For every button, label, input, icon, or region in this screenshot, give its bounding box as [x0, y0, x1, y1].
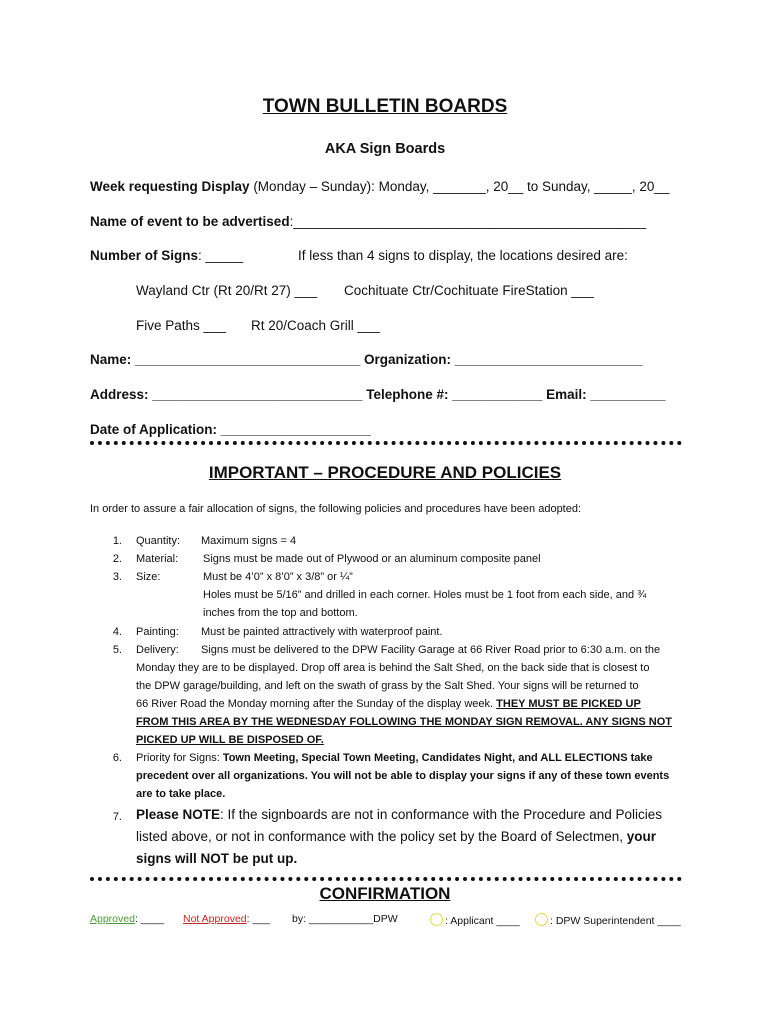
list-item-text: Maximum signs = 4: [201, 535, 297, 547]
list-item-text-segment: listed above, or not in conformance with the policy set by the Board of Selectmen,: [136, 829, 627, 844]
name-field[interactable]: ______________________________: [135, 352, 361, 367]
location-rt20-coach-grill[interactable]: Rt 20/Coach Grill ___: [251, 318, 381, 333]
cc-dpw-group: [535, 913, 681, 927]
name-label: Name:: [90, 352, 136, 367]
cc-circle-icon: [430, 913, 443, 926]
priority-events: Town Meeting, Special Town Meeting, Candidates Night, and ALL ELECTIONS take: [222, 752, 653, 764]
week-request-label: Week requesting Display: [90, 179, 250, 194]
date-of-application-field[interactable]: ____________________: [220, 422, 371, 437]
list-item-number: 7.: [112, 811, 122, 823]
address-phone-email-row: [90, 387, 666, 402]
section-divider: [90, 877, 682, 881]
please-note-label: Please NOTE: [136, 807, 221, 822]
locations-instruction: If less than 4 signs to display, the locations desired are:: [298, 248, 628, 263]
address-label: Address:: [90, 387, 153, 402]
cc-circle-icon: [535, 913, 548, 926]
list-item-label: Delivery:: [136, 644, 179, 656]
approved-by-field[interactable]: by: ___________DPW: [292, 913, 398, 925]
not-approved-group: [183, 913, 270, 925]
confirmation-row: [90, 913, 164, 925]
policies-heading: IMPORTANT – PROCEDURE AND POLICIES: [208, 463, 562, 482]
list-item-label: Size:: [136, 571, 161, 583]
list-item-text-bold: your: [626, 829, 657, 844]
list-item-text: the DPW garage/building, and left on the swath of grass by the Salt Shed. Your signs will be returned to: [136, 680, 639, 692]
list-item-number: 1.: [112, 535, 122, 547]
approved-label[interactable]: Approved: [90, 913, 135, 925]
list-item-number: 5.: [112, 644, 122, 656]
list-item-text-segment: 66 River Road the Monday morning after the Sunday of the display week.: [136, 698, 497, 710]
list-item-text-segment: : If the signboards are not in conformance with the Procedure and Policies: [220, 807, 663, 822]
pickup-warning: PICKED UP WILL BE DISPOSED OF.: [136, 734, 324, 746]
section-divider: [90, 441, 682, 445]
list-item-text: Signs must be made out of Plywood or an aluminum composite panel: [203, 553, 541, 565]
document-title: TOWN BULLETIN BOARDS: [262, 96, 508, 117]
list-item-number: 6.: [112, 752, 122, 764]
list-item-text: are to take place.: [136, 788, 226, 800]
list-item-label: Priority for Signs:: [136, 752, 223, 764]
date-of-application-row: [90, 422, 371, 437]
location-wayland-ctr[interactable]: Wayland Ctr (Rt 20/Rt 27) ___: [136, 283, 318, 298]
date-of-application-label: Date of Application:: [90, 422, 221, 437]
not-approved-label[interactable]: Not Approved: [183, 913, 247, 925]
event-name-label: Name of event to be advertised: [90, 214, 290, 229]
list-item-number: 4.: [112, 626, 122, 638]
list-item-text: inches from the top and bottom.: [203, 607, 358, 619]
telephone-label: Telephone #:: [362, 387, 453, 402]
list-item-text: Signs must be delivered to the DPW Facility Garage at 66 River Road prior to 6:30 a.m. on the: [201, 644, 661, 656]
confirmation-heading: CONFIRMATION: [319, 884, 451, 903]
list-item-text: [136, 698, 641, 710]
list-item-text: Must be 4’0” x 8’0” x 3/8” or ¼”: [203, 571, 353, 583]
location-five-paths[interactable]: Five Paths ___: [136, 318, 227, 333]
telephone-field[interactable]: ____________: [452, 387, 543, 402]
document-subtitle: AKA Sign Boards: [324, 141, 446, 157]
list-item-text: Holes must be 5/16” and drilled in each corner. Holes must be 1 foot from each side, and ¾: [203, 589, 647, 601]
not-approved-field[interactable]: : ___: [246, 913, 270, 925]
number-of-signs-label: Number of Signs: [90, 248, 199, 263]
list-item-text: [136, 829, 656, 844]
address-field[interactable]: ____________________________: [152, 387, 363, 402]
pickup-warning: THEY MUST BE PICKED UP: [496, 698, 641, 710]
location-cochituate-ctr[interactable]: Cochituate Ctr/Cochituate FireStation ___: [344, 283, 594, 298]
list-item-text: [136, 807, 662, 822]
email-label: Email:: [542, 387, 591, 402]
list-item-label: Material:: [136, 553, 179, 565]
organization-field[interactable]: _________________________: [454, 352, 643, 367]
list-item-label: Painting:: [136, 626, 179, 638]
cc-applicant-field[interactable]: : Applicant ____: [445, 915, 520, 927]
list-item-number: 3.: [112, 571, 122, 583]
pickup-warning: FROM THIS AREA BY THE WEDNESDAY FOLLOWING THE MONDAY SIGN REMOVAL. ANY SIGNS NOT: [136, 716, 672, 728]
number-of-signs-field[interactable]: : _____: [198, 248, 244, 263]
cc-dpw-superintendent-field[interactable]: : DPW Superintendent ____: [550, 915, 681, 927]
list-item-text: [136, 752, 653, 764]
list-item-text: precedent over all organizations. You will not be able to display your signs if any of these town events: [136, 770, 670, 782]
approved-field[interactable]: : ____: [134, 913, 165, 925]
week-request-row: [90, 179, 669, 194]
list-item-number: 2.: [112, 553, 122, 565]
list-item-text: Monday they are to be displayed. Drop off area is behind the Salt Shed, on the back side that is closest to: [136, 662, 650, 674]
list-item-label: Quantity:: [136, 535, 181, 547]
week-request-field[interactable]: (Monday – Sunday): Monday, _______, 20__ to Sunday, _____, 20__: [249, 179, 670, 194]
email-field[interactable]: __________: [590, 387, 666, 402]
list-item-text: signs will NOT be put up.: [136, 851, 298, 866]
event-name-row: [90, 214, 646, 229]
cc-applicant-group: [430, 913, 520, 927]
organization-label: Organization:: [360, 352, 455, 367]
number-of-signs-row: [90, 248, 243, 263]
name-org-row: [90, 352, 642, 367]
policies-intro: In order to assure a fair allocation of signs, the following policies and procedures have been adopted:: [90, 503, 582, 515]
list-item-text: Must be painted attractively with waterproof paint.: [201, 626, 443, 638]
event-name-field[interactable]: :_______________________________________________: [289, 214, 647, 229]
